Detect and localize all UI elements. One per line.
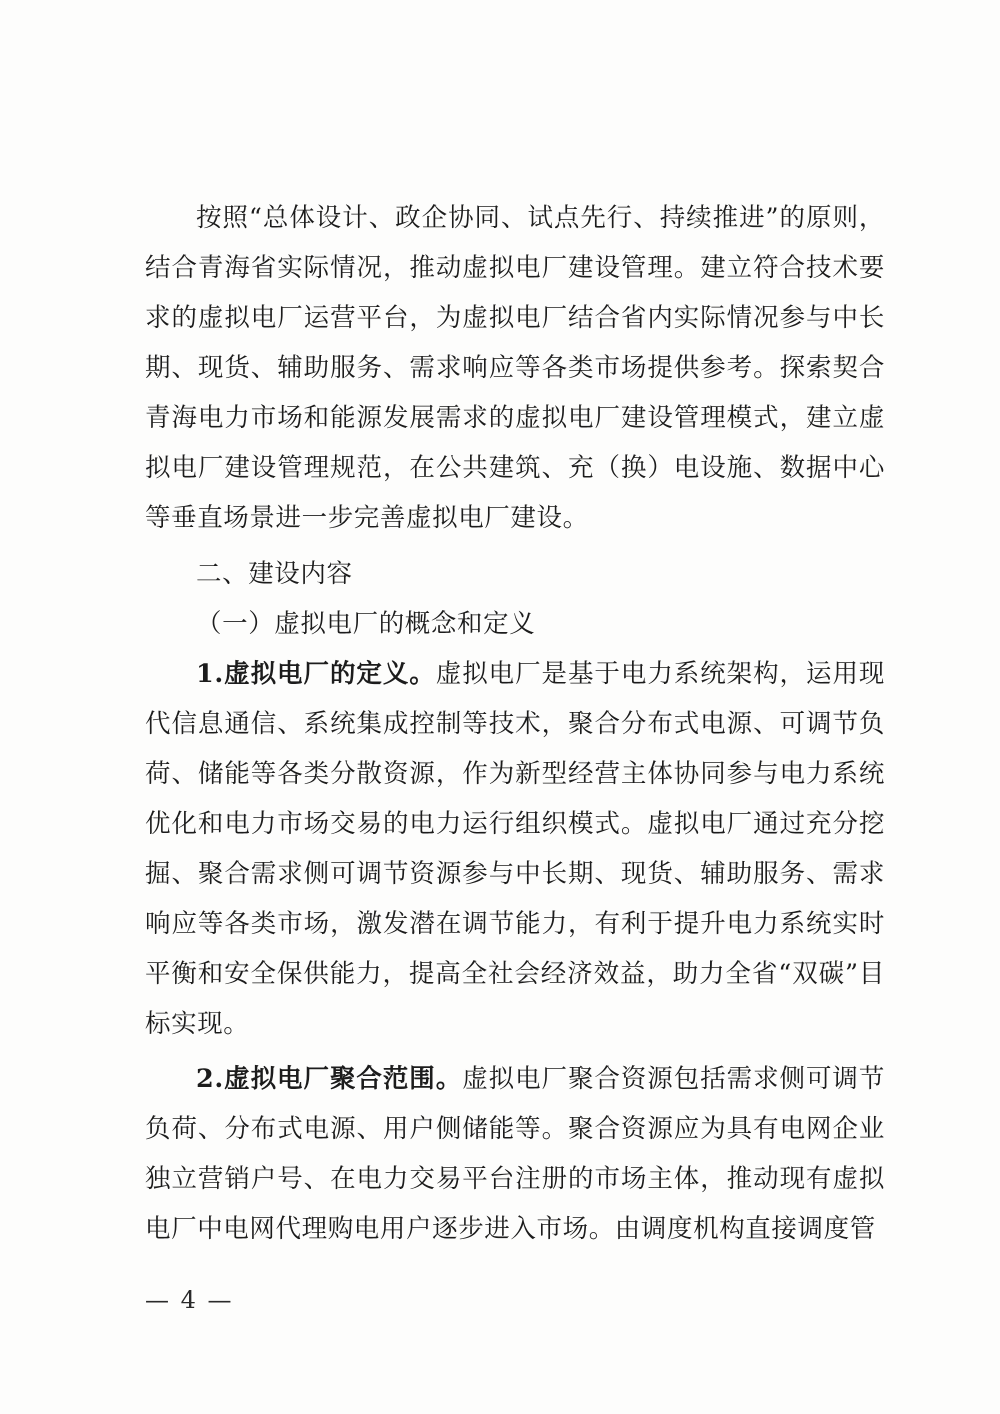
definition-lead: 1.虚拟电厂的定义。 bbox=[196, 659, 436, 689]
scope-lead: 2.虚拟电厂聚合范围。 bbox=[196, 1064, 463, 1094]
section-heading bbox=[145, 549, 885, 599]
paragraph-principles-text: 按照“总体设计、政企协同、试点先行、持续推进”的原则，结合青海省实际情况，推动虚拟电厂建设管理。建立符合技术要求的虚拟电厂运营平台，为虚拟电厂结合省内实际情况参与中长期、现货、辅助服务、需求响应等各类市场提供参考。探索契合青海电力市场和能源发展需求的虚拟电厂建设管理模式，建立虚拟电厂建设管理规范，在公共建筑、充（换）电设施、数据中心等垂直场景进一步完善虚拟电厂建设。 bbox=[145, 203, 885, 533]
paragraph-definition bbox=[145, 649, 885, 1049]
paragraph-principles bbox=[145, 193, 885, 543]
section-heading-text: 二、建设内容 bbox=[196, 559, 353, 589]
subsection-heading-text: （一）虚拟电厂的概念和定义 bbox=[196, 609, 536, 639]
page-number: — 4 — bbox=[145, 1286, 234, 1314]
paragraph-scope bbox=[145, 1054, 885, 1254]
scope-text: 虚拟电厂聚合资源包括需求侧可调节负荷、分布式电源、用户侧储能等。聚合资源应为具有电网企业独立营销户号、在电力交易平台注册的市场主体，推动现有虚拟电厂中电网代理购电用户逐步进入市场。由调度机构直接调度管 bbox=[145, 1064, 885, 1244]
subsection-heading bbox=[145, 599, 885, 649]
definition-text: 虚拟电厂是基于电力系统架构，运用现代信息通信、系统集成控制等技术，聚合分布式电源、可调节负荷、储能等各类分散资源，作为新型经营主体协同参与电力系统优化和电力市场交易的电力运行组织模式。虚拟电厂通过充分挖掘、聚合需求侧可调节资源参与中长期、现货、辅助服务、需求响应等各类市场，激发潜在调节能力，有利于提升电力系统实时平衡和安全保供能力，提高全社会经济效益，助力全省“双碳”目标实现。 bbox=[145, 659, 886, 1039]
